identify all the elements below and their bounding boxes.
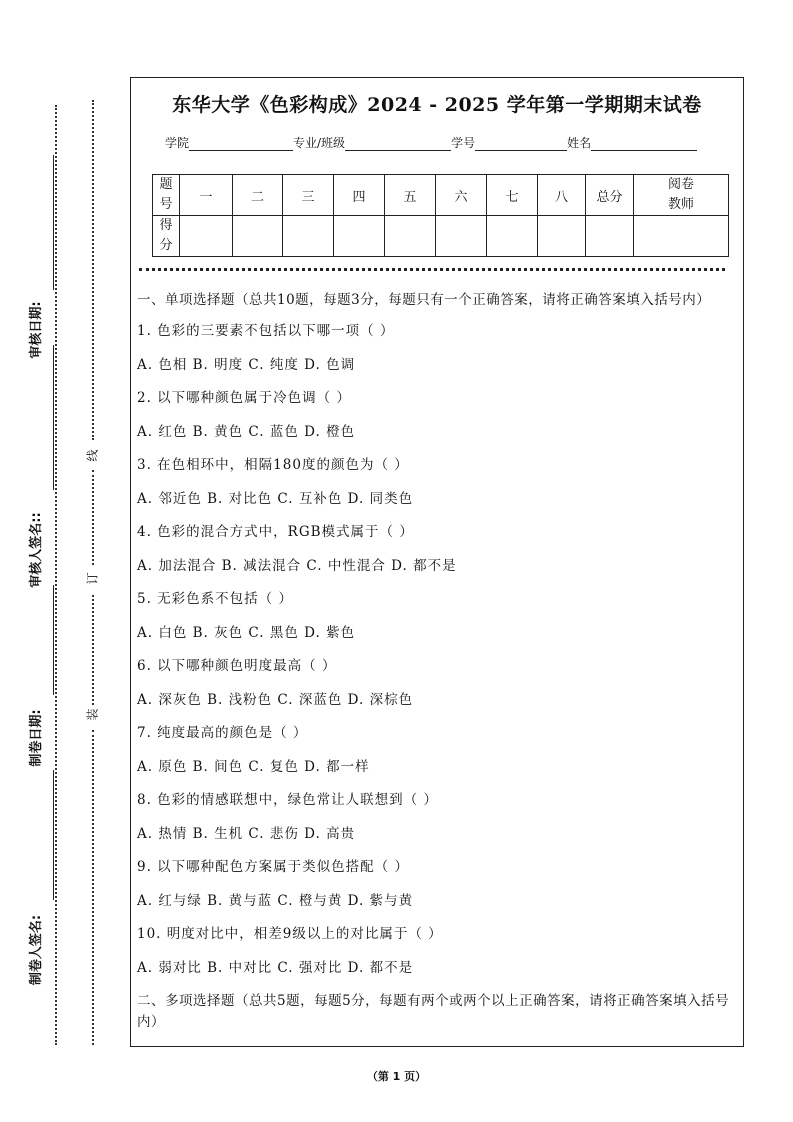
review-date-line <box>53 155 54 290</box>
col-header: 四 <box>334 175 385 216</box>
college-label: 学院 <box>165 136 190 150</box>
score-cell[interactable] <box>487 216 538 257</box>
reviewer-sign-line <box>53 345 54 490</box>
binding-dotted-line-inner <box>92 100 94 440</box>
score-row-head: 得 分 <box>153 216 180 257</box>
binding-dotted-line-inner-3 <box>92 595 94 705</box>
question: 8. 色彩的情感联想中，绿色常让人联想到（ ） <box>137 792 438 808</box>
maker-sign-label: 制卷人签名: <box>28 914 44 986</box>
binding-char-xian: 线 <box>85 449 100 462</box>
score-cell[interactable] <box>334 216 385 257</box>
col-header-total: 总分 <box>586 175 634 216</box>
score-cell[interactable] <box>436 216 487 257</box>
question: 2. 以下哪种颜色属于冷色调（ ） <box>137 390 351 406</box>
score-cell[interactable] <box>283 216 334 257</box>
question-options: A. 邻近色 B. 对比色 C. 互补色 D. 同类色 <box>137 490 414 507</box>
binding-dotted-line-outer <box>55 105 57 1045</box>
col-header: 三 <box>283 175 334 216</box>
question-options: A. 加法混合 B. 减法混合 C. 中性混合 D. 都不是 <box>137 557 457 574</box>
score-cell[interactable] <box>538 216 586 257</box>
question: 7. 纯度最高的颜色是（ ） <box>137 725 308 741</box>
question-options: A. 白色 B. 灰色 C. 黑色 D. 紫色 <box>137 624 356 641</box>
score-cell-total[interactable] <box>586 216 634 257</box>
score-cell[interactable] <box>385 216 436 257</box>
question: 9. 以下哪种配色方案属于类似色搭配（ ） <box>137 859 409 875</box>
binding-char-zhuang: 装 <box>85 708 100 721</box>
exam-frame <box>130 77 744 1047</box>
exam-title: 东华大学《色彩构成》2024 - 2025 学年第一学期期末试卷 <box>172 94 702 116</box>
reviewer-sign-label: 审核人签名:: <box>28 512 44 588</box>
col-header: 二 <box>233 175 283 216</box>
score-table-header-row <box>153 175 729 216</box>
score-cell[interactable] <box>233 216 283 257</box>
question-options: A. 弱对比 B. 中对比 C. 强对比 D. 都不是 <box>137 959 414 976</box>
question: 10. 明度对比中，相差9级以上的对比属于（ ） <box>137 926 443 942</box>
question-options: A. 热情 B. 生机 C. 悲伤 D. 高贵 <box>137 825 356 842</box>
question: 3. 在色相环中，相隔180度的颜色为（ ） <box>137 457 409 473</box>
question-options: A. 深灰色 B. 浅粉色 C. 深蓝色 D. 深棕色 <box>137 691 414 708</box>
question-options: A. 色相 B. 明度 C. 纯度 D. 色调 <box>137 356 356 373</box>
name-field[interactable] <box>591 136 697 151</box>
col-header: 七 <box>487 175 538 216</box>
question: 4. 色彩的混合方式中，RGB模式属于（ ） <box>137 524 414 540</box>
question: 6. 以下哪种颜色明度最高（ ） <box>137 658 337 674</box>
question-options: A. 原色 B. 间色 C. 复色 D. 都一样 <box>137 758 370 775</box>
col-header: 八 <box>538 175 586 216</box>
question-options: A. 红与绿 B. 黄与蓝 C. 橙与黄 D. 紫与黄 <box>137 892 414 909</box>
score-cell-teacher[interactable] <box>634 216 729 257</box>
name-label: 姓名 <box>567 136 592 150</box>
score-cell[interactable] <box>180 216 233 257</box>
college-field[interactable] <box>189 136 293 151</box>
review-date-label: 审核日期: <box>28 301 44 359</box>
section-1-heading: 一、单项选择题（总共10题，每题3分，每题只有一个正确答案，请将正确答案填入括号内） <box>137 292 711 308</box>
col-header-teacher: 阅卷 教师 <box>634 175 729 216</box>
major-label: 专业/班级 <box>293 136 346 150</box>
made-date-line <box>53 585 54 695</box>
question-options: A. 红色 B. 黄色 C. 蓝色 D. 橙色 <box>137 423 356 440</box>
score-table <box>152 174 729 257</box>
question: 1. 色彩的三要素不包括以下哪一项（ ） <box>137 323 395 339</box>
col-header: 一 <box>180 175 233 216</box>
page-footer: （第 1 页） <box>366 1070 427 1083</box>
dotted-separator <box>139 268 725 271</box>
col-header: 五 <box>385 175 436 216</box>
student-id-field[interactable] <box>475 136 567 151</box>
maker-sign-line <box>53 770 54 900</box>
questions-area <box>137 290 741 1043</box>
student-info-row <box>165 134 697 151</box>
score-table-row-head: 题 号 <box>153 175 180 216</box>
binding-dotted-line-inner-4 <box>92 730 94 1045</box>
student-id-label: 学号 <box>451 136 476 150</box>
binding-char-ding: 订 <box>85 572 100 585</box>
score-table-score-row <box>153 216 729 257</box>
section-2-heading: 二、多项选择题（总共5题，每题5分，每题有两个或两个以上正确答案，请将正确答案填入括号内） <box>137 993 730 1030</box>
col-header: 六 <box>436 175 487 216</box>
made-date-label: 制卷日期: <box>28 709 44 767</box>
major-field[interactable] <box>345 136 451 151</box>
question: 5. 无彩色系不包括（ ） <box>137 591 293 607</box>
binding-dotted-line-inner-2 <box>92 470 94 565</box>
